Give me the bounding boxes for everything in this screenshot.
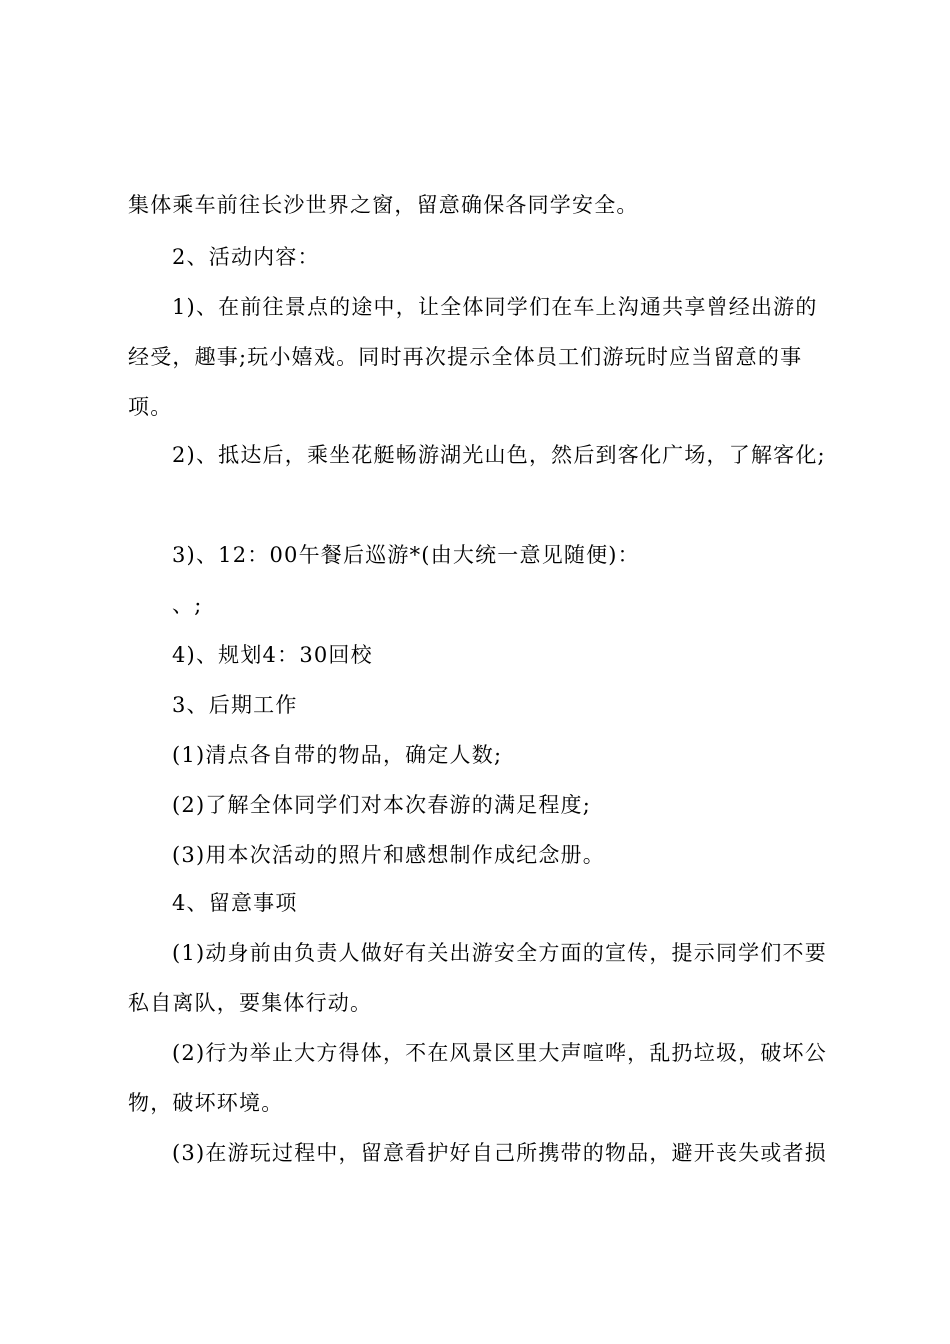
paragraph-line: 经受，趣事;玩小嬉戏。同时再次提示全体员工们游玩时应当留意的事 <box>128 345 803 369</box>
paragraph-line: 集体乘车前往长沙世界之窗，留意确保各同学安全。 <box>128 193 639 217</box>
section-heading: 4、留意事项 <box>172 891 298 915</box>
paragraph-line: 物，破坏环境。 <box>128 1091 284 1115</box>
paragraph-line: 3)、12：00午餐后巡游*(由大统一意见随便)： <box>172 543 640 567</box>
list-item: (3)在游玩过程中，留意看护好自己所携带的物品，避开丧失或者损 <box>172 1141 827 1165</box>
section-heading: 2、活动内容： <box>172 245 320 269</box>
paragraph-line: 2)、抵达后，乘坐花艇畅游湖光山色，然后到客化广场，了解客化; <box>172 443 826 467</box>
list-item: (1)动身前由负责人做好有关出游安全方面的宣传，提示同学们不要 <box>172 941 827 965</box>
list-item: (1)清点各自带的物品，确定人数; <box>172 743 503 767</box>
paragraph-line: 4)、规划4：30回校 <box>172 643 373 667</box>
paragraph-line: 、; <box>172 593 203 617</box>
paragraph-line: 1)、在前往景点的途中，让全体同学们在车上沟通共享曾经出游的 <box>172 295 818 319</box>
paragraph-line: 私自离队，要集体行动。 <box>128 991 373 1015</box>
list-item: (2)了解全体同学们对本次春游的满足程度; <box>172 793 592 817</box>
list-item: (2)行为举止大方得体，不在风景区里大声喧哗，乱扔垃圾，破坏公 <box>172 1041 827 1065</box>
section-heading: 3、后期工作 <box>172 693 298 717</box>
paragraph-line: 项。 <box>128 395 173 419</box>
list-item: (3)用本次活动的照片和感想制作成纪念册。 <box>172 843 605 867</box>
